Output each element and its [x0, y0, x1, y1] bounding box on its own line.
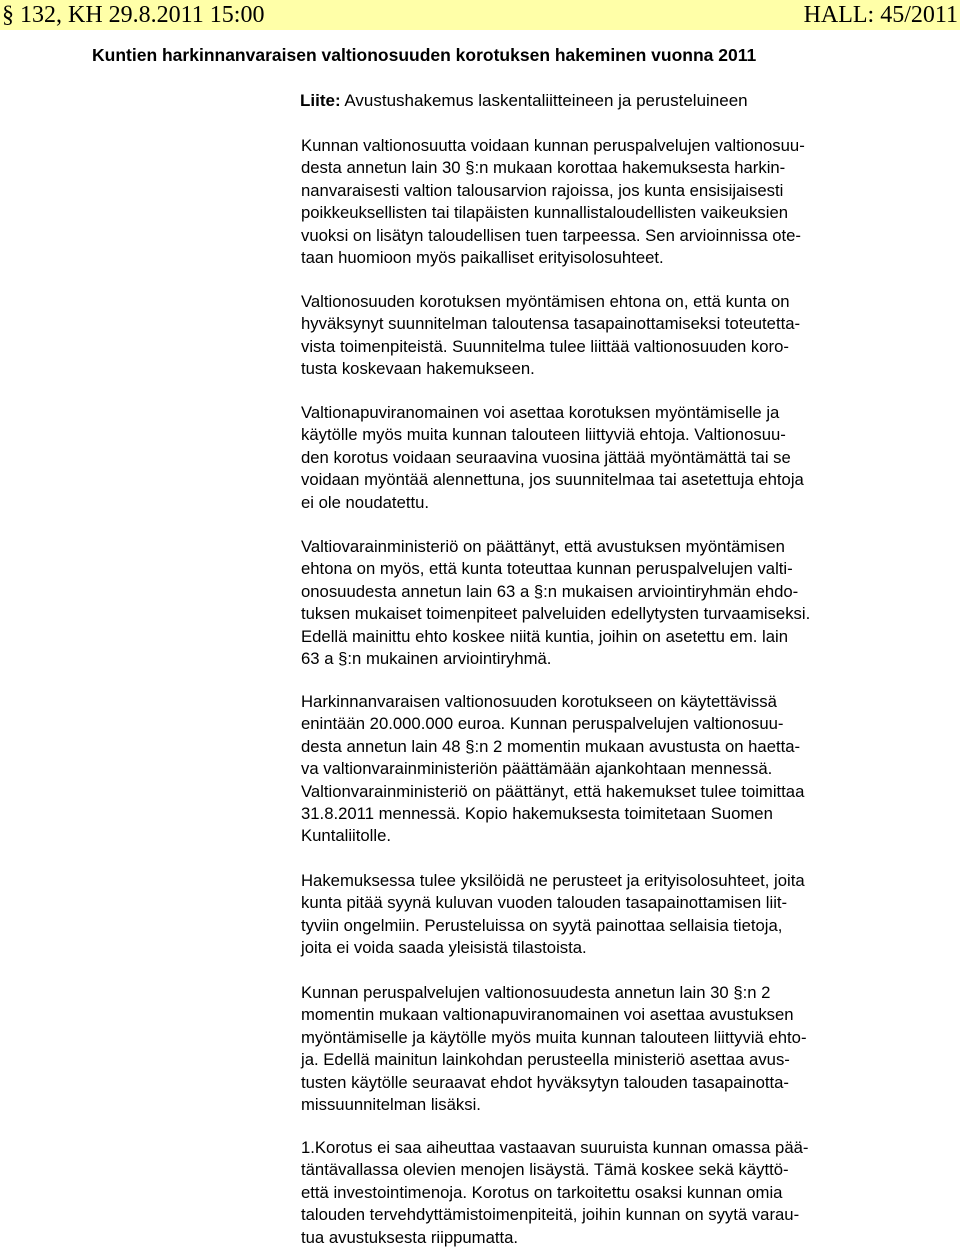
body-paragraph [301, 291, 800, 381]
paragraph-line: tusta koskevaan hakemukseen. [301, 359, 535, 379]
paragraph-line: voidaan myöntää alennettuna, jos suunnitelmaa tai asetettuja ehtoja [301, 470, 804, 490]
paragraph-line: täntävallassa olevien menojen lisäystä. Tämä koskee sekä käyttö- [301, 1160, 789, 1180]
body-paragraph [301, 870, 805, 960]
paragraph-line: Hakemuksessa tulee yksilöidä ne perusteet ja erityisolosuhteet, joita [301, 871, 805, 890]
paragraph-line: missuunnitelman lisäksi. [301, 1095, 481, 1115]
body-paragraph [301, 402, 804, 514]
body-paragraph [301, 691, 804, 848]
paragraph-line: den korotus voidaan seuraavina vuosina jättää myöntämättä tai se [301, 447, 791, 467]
paragraph-line: Valtiovarainministeriö on päättänyt, että avustuksen myöntämisen [301, 537, 785, 556]
document-title: Kuntien harkinnanvaraisen valtionosuuden korotuksen hakeminen vuonna 2011 [92, 45, 757, 65]
attachment-text: Avustushakemus laskentaliitteineen ja perusteluineen [340, 91, 748, 110]
attachment-label: Liite: [300, 91, 341, 110]
paragraph-line: tusten käytölle seuraavat ehdot hyväksytyn talouden tasapainotta- [301, 1072, 789, 1092]
document-header [0, 0, 960, 30]
paragraph-line: Valtionosuuden korotuksen myöntämisen ehtona on, että kunta on [301, 292, 790, 311]
paragraph-line: nanvaraisesti valtion talousarvion rajoissa, jos kunta ensisijaisesti [301, 180, 784, 200]
paragraph-line: 1.Korotus ei saa aiheuttaa vastaavan suuruista kunnan omassa pää- [301, 1138, 809, 1157]
paragraph-line: taan huomioon myös paikalliset erityisolosuhteet. [301, 248, 664, 268]
paragraph-line: ehtona on myös, että kunta toteuttaa kunnan peruspalvelujen valti- [301, 559, 793, 579]
attachment-line [300, 89, 748, 112]
paragraph-line: Kuntaliitolle. [301, 826, 391, 846]
paragraph-line: va valtionvarainministeriön päättämään ajankohtaan mennessä. [301, 759, 773, 779]
paragraph-line: että investointimenoja. Korotus on tarkoitettu osaksi kunnan omia [301, 1182, 783, 1202]
paragraph-line: Harkinnanvaraisen valtionosuuden korotukseen on käytettävissä [301, 692, 777, 711]
paragraph-line: Kunnan valtionosuutta voidaan kunnan peruspalvelujen valtionosuu- [301, 136, 805, 155]
body-paragraph [301, 1137, 808, 1249]
record-number: HALL: 45/2011 [803, 2, 958, 28]
paragraph-line: Edellä mainittu ehto koskee niitä kuntia, joihin on asetettu em. lain [301, 626, 789, 646]
paragraph-line: 63 a §:n mukainen arviointiryhmä. [301, 649, 552, 669]
paragraph-line: 31.8.2011 mennessä. Kopio hakemuksesta toimitetaan Suomen [301, 804, 773, 824]
paragraph-line: tuksen mukaiset toimenpiteet palveluiden edellytysten turvaamiseksi. [301, 604, 811, 624]
paragraph-line: onosuudesta annetun lain 63 a §:n mukaisen arviointiryhmän ehdo- [301, 581, 799, 601]
paragraph-line: enintään 20.000.000 euroa. Kunnan peruspalvelujen valtionosuu- [301, 714, 784, 734]
paragraph-line: joita ei voida saada yleisistä tilastoista. [301, 938, 587, 958]
paragraph-line: tua avustuksesta riippumatta. [301, 1227, 519, 1247]
paragraph-line: ja. Edellä mainitun lainkohdan perusteella ministeriö asettaa avus- [301, 1050, 790, 1070]
paragraph-line: talouden tervehdyttämistoimenpiteitä, joihin kunnan on syytä varau- [301, 1205, 800, 1225]
body-paragraph [301, 982, 807, 1116]
paragraph-line: desta annetun lain 48 §:n 2 momentin mukaan avustusta on haetta- [301, 736, 801, 756]
body-paragraph [301, 135, 805, 269]
paragraph-line: desta annetun lain 30 §:n mukaan korottaa hakemuksesta harkin- [301, 158, 786, 178]
paragraph-line: vuoksi on lisätyn taloudellisen tuen tarpeessa. Sen arvioinnissa ote- [301, 225, 801, 245]
paragraph-line: myöntämiselle ja käytölle myös muita kunnan talouteen liittyviä ehto- [301, 1027, 807, 1047]
body-paragraph [301, 536, 810, 670]
paragraph-line: Valtionapuviranomainen voi asettaa korotuksen myöntämiselle ja [301, 403, 780, 422]
paragraph-line: kunta pitää syynä kuluvan vuoden talouden tasapainottamisen liit- [301, 893, 788, 913]
paragraph-line: vista toimenpiteistä. Suunnitelma tulee liittää valtionosuuden koro- [301, 336, 789, 356]
section-reference: § 132, KH 29.8.2011 15:00 [2, 2, 265, 28]
paragraph-line: tyviin ongelmiin. Perusteluissa on syytä painottaa sellaisia tietoja, [301, 915, 783, 935]
paragraph-line: hyväksynyt suunnitelman taloutensa tasapainottamiseksi toteutetta- [301, 314, 801, 334]
paragraph-line: Kunnan peruspalvelujen valtionosuudesta annetun lain 30 §:n 2 [301, 983, 771, 1002]
paragraph-line: Valtionvarainministeriö on päättänyt, että hakemukset tulee toimittaa [301, 781, 805, 801]
paragraph-line: poikkeuksellisten tai tilapäisten kunnallistaloudellisten vaikeuksien [301, 203, 789, 223]
paragraph-line: momentin mukaan valtionapuviranomainen voi asettaa avustuksen [301, 1005, 794, 1025]
paragraph-line: käytölle myös muita kunnan talouteen liittyviä ehtoja. Valtionosuu- [301, 425, 786, 445]
paragraph-line: ei ole noudatettu. [301, 492, 430, 512]
